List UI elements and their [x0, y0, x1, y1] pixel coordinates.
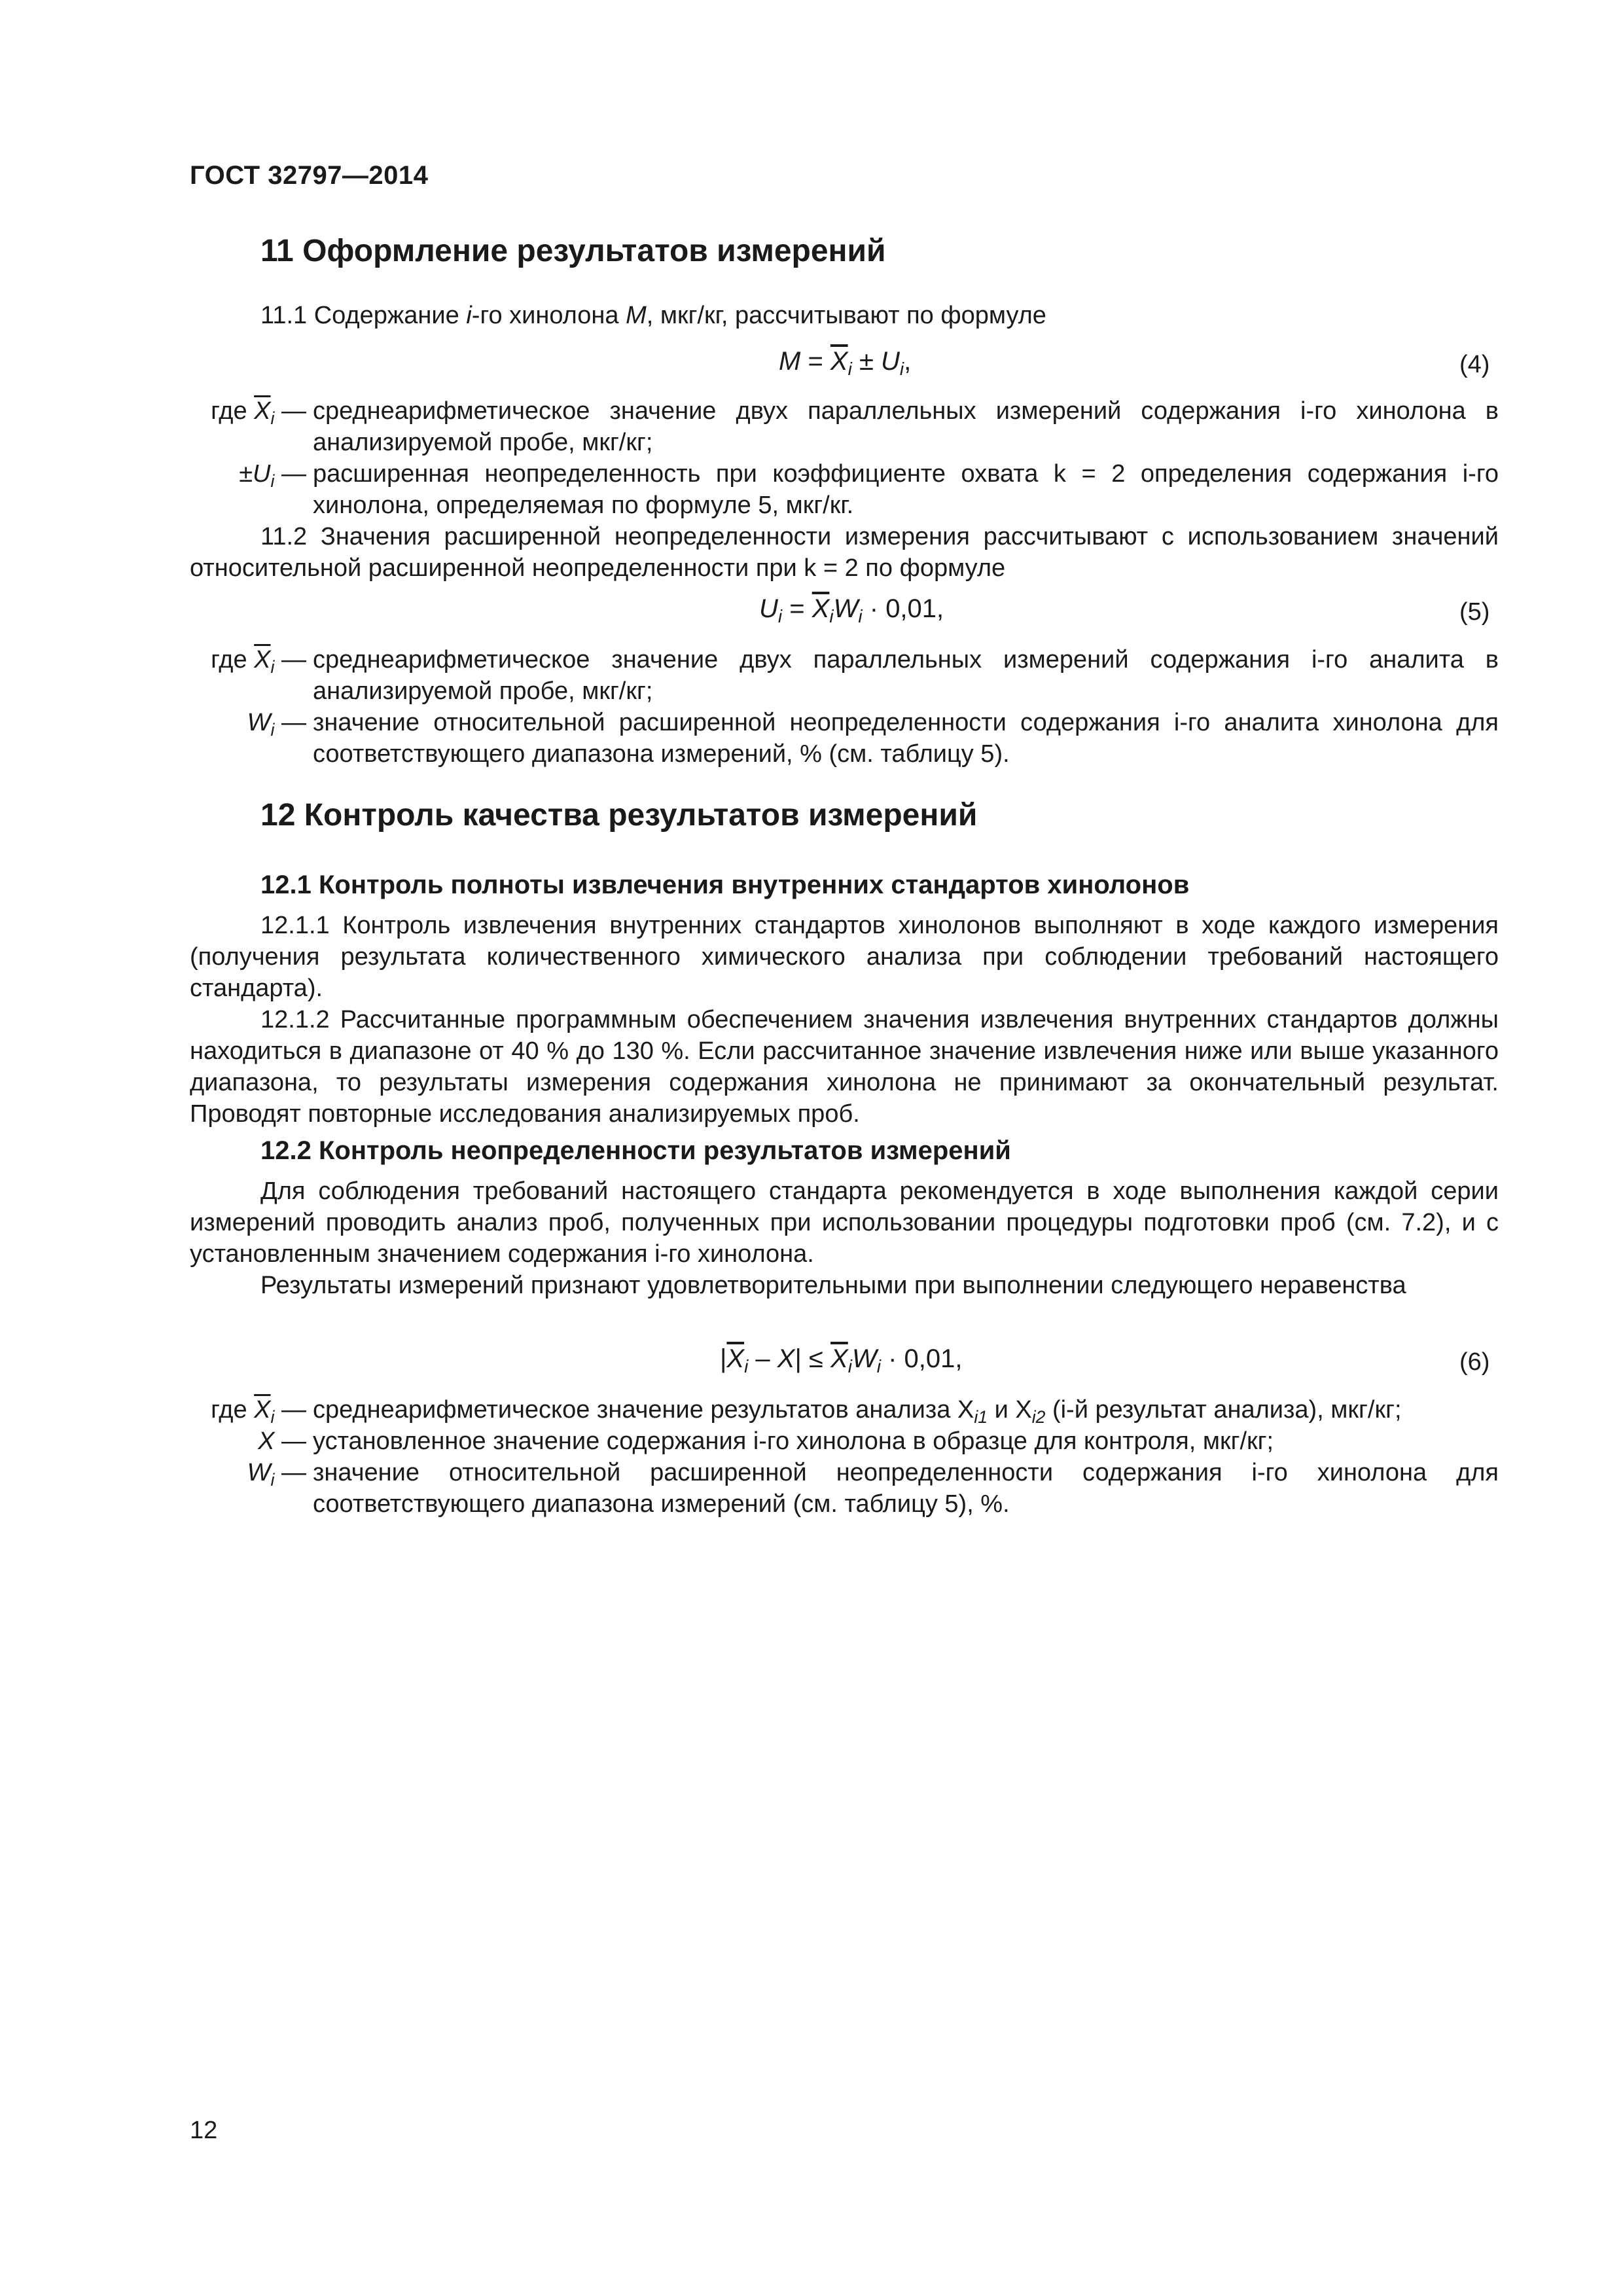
equation-number-4: (4): [1459, 351, 1490, 378]
section-12-title: 12 Контроль качества результатов измерений: [260, 798, 978, 833]
document-header-id: ГОСТ 32797—2014: [190, 161, 429, 190]
formula-6: $|\overline{X}_i - X| \le \overline{X}_iW_i \cdot 0,01$,: [720, 1344, 963, 1376]
paragraph-12-2-a: Для соблюдения требований настоящего стандарта рекомендуется в ходе выполнения каждой серии измерений проводить анализ проб, полученных при использовании процедуры подготовки проб (см. 7.2), и с установленным значением содержания i-го хинолона.: [190, 1177, 1499, 1268]
paragraph-11-1: 11.1 Содержание i-го хинолона M, мкг/кг, рассчитывают по формуле: [260, 302, 1046, 329]
section-12-1-title: 12.1 Контроль полноты извлечения внутренних стандартов хинолонов: [260, 870, 1190, 899]
paragraph-12-2-b: Результаты измерений признают удовлетворительными при выполнении следующего неравенства: [260, 1272, 1406, 1299]
paragraph-11-2: 11.2 Значения расширенной неопределенности измерения рассчитывают с использованием значений относительной расширенной неопределенности при k = 2 по формуле: [190, 523, 1499, 582]
paragraph-12-1-2: 12.1.2 Рассчитанные программным обеспечением значения извлечения внутренних стандартов должны находиться в диапазоне от 40 % до 130 %. Если рассчитанное значение извлечения ниже или выше указанного диапазона, то результаты измерения содержания хинолона не принимают за окончательный результат. Проводят повторные исследования анализируемых проб.: [190, 1006, 1499, 1128]
section-12-2-title: 12.2 Контроль неопределенности результатов измерений: [260, 1136, 1011, 1165]
paragraph-12-1-1: 12.1.1 Контроль извлечения внутренних стандартов хинолонов выполняют в ходе каждого измерения (получения результата количественного химического анализа при соблюдении требований настоящего стандарта).: [190, 912, 1499, 1002]
document-page: ГОСТ 32797—2014 11 Оформление результатов измерений 11.1 Содержание i-го хинолона M, мкг/кг, рассчитывают по формуле $M = \overline{X}_i \pm U_i$, (4) где $\overline{X}_i$ — среднеарифметическое значение двух параллельных измерений содержания i-го хинолона в анализируемой пробе, мкг/кг; $\pm U_i$ — расширенная неопределенность при коэффициенте охвата k = 2 определения содержания i-го хинолона, определяемая по формуле 5, мкг/кг. 11.2 Значения расширенной неопределенности измерения рассчитывают с использованием значений относительной расширенной неопределенности при k = 2 по формуле $U_i = \overline{X}_iW_i \cdot 0,01$, (5) где $\overline{X}_i$ — среднеарифметическое значение двух параллельных измерений содержания i-го аналита в анализируемой пробе, мкг/кг; $W_i$ — значение относительной расширенной неопределенности содержания i-го аналита хинолона для соответствующего диапазона измерений, % (см. таблицу 5). 12 Контроль качества результатов измерений 12.1 Контроль полноты извлечения внутренних стандартов хинолонов 12.1.1 Контроль извлечения внутренних стандартов хинолонов выполняют в ходе каждого измерения (получения результата количественного химического анализа при соблюдении требований настоящего стандарта). 12.1.2 Рассчитанные программным обеспечением значения извлечения внутренних стандартов должны находиться в диапазоне от 40 % до 130 %. Если рассчитанное значение извлечения ниже или выше указанного диапазона, то результаты измерения содержания хинолона не принимают за окончательный результат. Проводят повторные исследования анализируемых проб. 12.2 Контроль неопределенности результатов измерений Для соблюдения требований настоящего стандарта рекомендуется в ходе выполнения каждой серии измерений проводить анализ проб, полученных при использовании процедуры подготовки проб (см. 7.2), и с установленным значением содержания i-го хинолона. Результаты измерений признают удовлетворительными при выполнении следующего неравенства $|\overline{X}_i - X| \le \overline{X}_iW_i \cdot 0,01$, (6) где $\overline{X}_i$ — среднеарифметическое значение результатов анализа $X_{i1}$ и $X_{i2}$ (i-й результат анализа), мкг/кг; X — установленное значение содержания i-го хинолона в образце для контроля, мкг/кг; $W_i$ — значение относительной расширенной неопределенности содержания i-го хинолона для соответствующего диапазона измерений (см. таблицу 5), %. 12: [190, 161, 1499, 2144]
equation-number-5: (5): [1459, 598, 1490, 626]
section-11-title: 11 Оформление результатов измерений: [260, 234, 886, 268]
formula-5: $U_i = \overline{X}_iW_i \cdot 0,01$,: [759, 594, 944, 626]
page-number: 12: [190, 2117, 218, 2144]
formula-4: $M = \overline{X}_i \pm U_i$,: [779, 347, 912, 379]
equation-number-6: (6): [1459, 1348, 1490, 1376]
